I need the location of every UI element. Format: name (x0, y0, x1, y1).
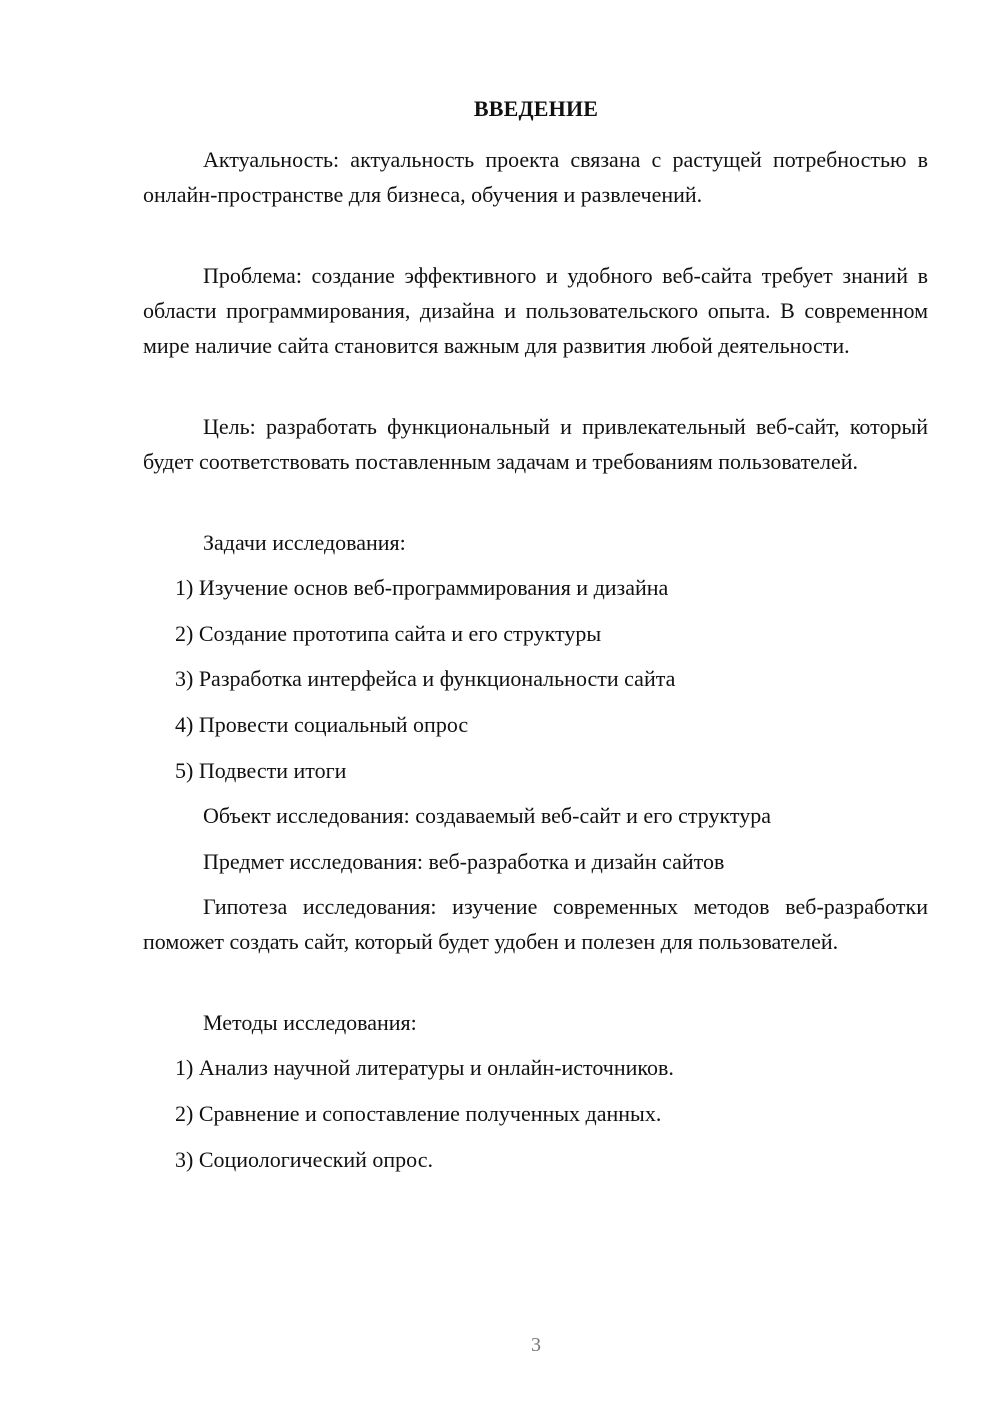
research-subject: Предмет исследования: веб-разработка и дизайн сайтов (203, 849, 725, 874)
task-item: 3) Разработка интерфейса и функциональности сайта (175, 666, 676, 691)
task-item: 2) Создание прототипа сайта и его структуры (175, 621, 602, 646)
method-item: 1) Анализ научной литературы и онлайн-источников. (175, 1055, 674, 1080)
paragraph-goal: Цель: разработать функциональный и привлекательный веб-сайт, который будет соответствовать поставленным задачам и требованиям пользователей. (143, 414, 928, 474)
paragraph-relevance: Актуальность: актуальность проекта связана с растущей потребностью в онлайн-пространстве для бизнеса, обучения и развлечений. (143, 147, 928, 207)
research-object: Объект исследования: создаваемый веб-сайт и его структура (203, 803, 771, 828)
task-item: 5) Подвести итоги (175, 758, 347, 783)
task-item: 1) Изучение основ веб-программирования и дизайна (175, 575, 669, 600)
tasks-heading: Задачи исследования: (203, 530, 406, 555)
paragraph-hypothesis: Гипотеза исследования: изучение современных методов веб-разработки поможет создать сайт, который будет удобен и полезен для пользователей. (143, 894, 928, 954)
methods-heading: Методы исследования: (203, 1010, 417, 1035)
method-item: 2) Сравнение и сопоставление полученных данных. (175, 1101, 662, 1126)
task-item: 4) Провести социальный опрос (175, 712, 469, 737)
method-item: 3) Социологический опрос. (175, 1147, 433, 1172)
page-number: 3 (531, 1334, 541, 1356)
page-title: ВВЕДЕНИЕ (473, 96, 599, 121)
paragraph-problem: Проблема: создание эффективного и удобного веб-сайта требует знаний в области программирования, дизайна и пользовательского опыта. В современном мире наличие сайта становится важным для развития любой деятельности. (143, 263, 928, 358)
